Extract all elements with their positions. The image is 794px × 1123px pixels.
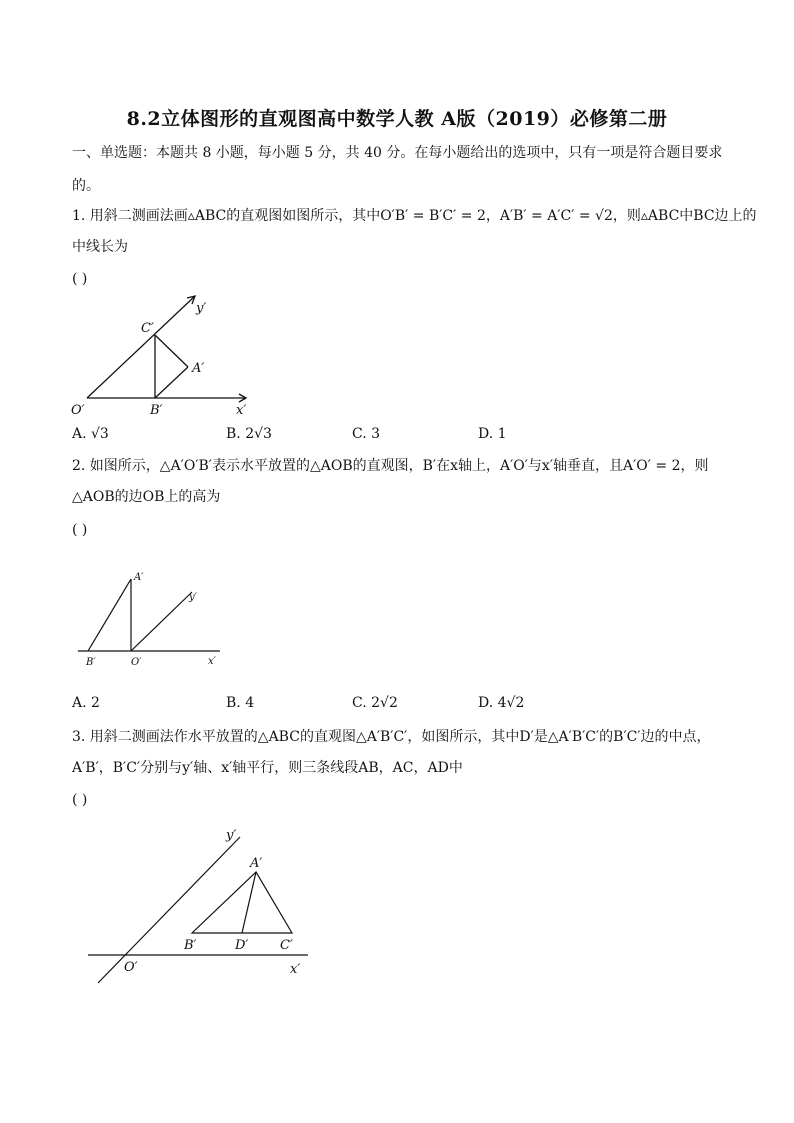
page-title: 8.2立体图形的直观图高中数学人教 A版（2019）必修第二册 xyxy=(126,108,668,130)
q1-option-a[interactable]: A. √3 xyxy=(72,426,109,442)
q2-option-b[interactable]: B. 4 xyxy=(226,695,255,711)
q2-label-b: B′ xyxy=(86,657,96,668)
q3-stem-line2: A′B′，B′C′分别与y′轴、x′轴平行，则三条线段AB，AC，AD中 xyxy=(72,760,463,776)
q1-label-x: x′ xyxy=(236,403,247,418)
q2-figure xyxy=(72,568,232,676)
q2-stem-line1: 2. 如图所示，△A′O′B′表示水平放置的△AOB的直观图，B′在x轴上，A′O′与x′轴垂直，且A′O′ = 2，则 xyxy=(72,458,709,474)
q2-option-d[interactable]: D. 4√2 xyxy=(478,695,525,711)
q3-label-b: B′ xyxy=(184,938,197,953)
q1-label-a: A′ xyxy=(192,361,205,376)
q3-answer-bracket: ( ) xyxy=(72,792,88,808)
q3-label-c: C′ xyxy=(280,938,293,953)
q2-option-c[interactable]: C. 2√2 xyxy=(352,695,398,711)
q2-stem-line2: △AOB的边OB上的高为 xyxy=(72,489,221,505)
q2-answer-bracket: ( ) xyxy=(72,522,88,538)
q2-label-x: x′ xyxy=(208,656,216,667)
q3-label-x: x′ xyxy=(290,962,301,977)
q3-triangle xyxy=(192,872,292,933)
q3-label-y: y′ xyxy=(226,828,237,843)
q1-stem-line2: 中线长为 xyxy=(72,239,128,255)
q2-label-o: O′ xyxy=(131,657,142,668)
section-heading-line1: 一、单选题：本题共 8 小题，每小题 5 分，共 40 分。在每小题给出的选项中，只有一项是符合题目要求 xyxy=(72,145,723,161)
q1-option-d[interactable]: D. 1 xyxy=(478,426,507,442)
q3-label-d: D′ xyxy=(235,938,249,953)
q1-option-b[interactable]: B. 2√3 xyxy=(226,426,272,442)
q1-segment-ab xyxy=(155,367,188,398)
q1-answer-bracket: ( ) xyxy=(72,271,88,287)
q3-figure xyxy=(80,825,320,985)
q1-label-c: C′ xyxy=(141,321,154,336)
q3-label-a: A′ xyxy=(250,856,263,871)
q2-segment-ab xyxy=(88,579,131,651)
q3-stem-line1: 3. 用斜二测画法作水平放置的△ABC的直观图△A′B′C′，如图所示，其中D′是△A′B′C′的B′C′边的中点， xyxy=(72,729,711,745)
q2-label-y: y′ xyxy=(189,592,197,603)
q3-label-o: O′ xyxy=(124,960,138,975)
q1-label-y: y′ xyxy=(196,301,207,316)
q1-label-b: B′ xyxy=(150,403,163,418)
q1-option-c[interactable]: C. 3 xyxy=(352,426,381,442)
q1-segment-ca xyxy=(155,335,188,367)
q2-y-axis xyxy=(131,592,192,651)
q3-median-ad xyxy=(242,872,256,933)
q1-y-axis xyxy=(87,296,195,398)
section-heading-line2: 的。 xyxy=(72,178,100,194)
q2-label-a: A′ xyxy=(134,572,144,583)
q1-label-o: O′ xyxy=(71,403,85,418)
q3-y-axis xyxy=(98,837,240,983)
q2-option-a[interactable]: A. 2 xyxy=(72,695,100,711)
q1-figure xyxy=(60,290,280,420)
q1-stem-line1: 1. 用斜二测画法画▵ABC的直观图如图所示，其中O′B′ = B′C′ = 2，A′B′ = A′C′ = √2，则▵ABC中BC边上的 xyxy=(72,208,757,224)
